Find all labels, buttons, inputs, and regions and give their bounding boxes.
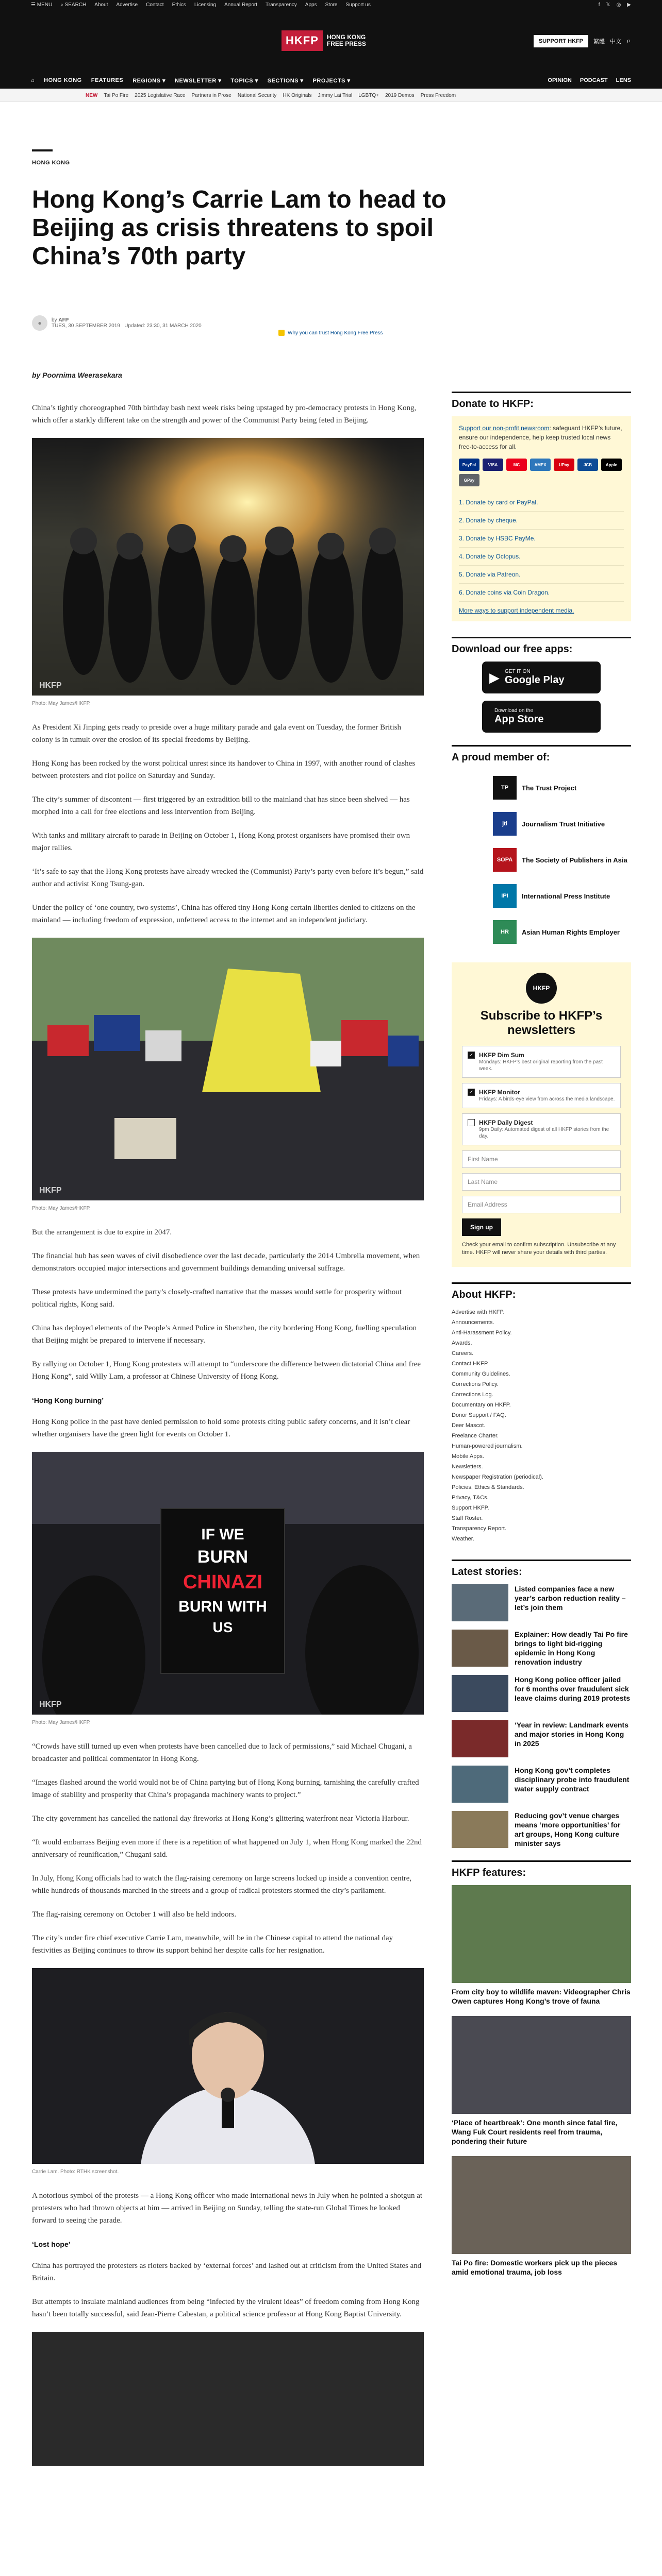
story-title: Explainer: How deadly Tai Po fire brings to light bid-rigging epidemic in Hong Kong renovation industry [515,1630,628,1666]
human-rights-icon: HR [493,920,517,944]
logo-mark: HKFP [282,30,323,51]
photo-watermark: HKFP [39,1700,62,1709]
story-title: Hong Kong gov’t completes disciplinary probe into fraudulent water supply contract [515,1766,630,1793]
story-thumbnail [452,1630,508,1667]
member-logo[interactable] [452,842,631,878]
sign-text: US [212,1619,233,1635]
feature-stories [452,1885,631,2277]
util-link-7[interactable]: Apps [305,2,317,8]
member-name: The Trust Project [522,784,577,792]
photo-caption: Carrie Lam. Photo: RTHK screenshot. [32,2169,119,2175]
apple-small: Download on the [494,708,534,714]
util-link-2[interactable]: Contact [146,2,164,8]
about-link[interactable]: Deer Mascot. [452,1422,486,1429]
carrie-lam-photo [32,1968,424,2164]
trending-item-1[interactable]: 2025 Legislative Race [135,92,186,98]
facebook-icon[interactable]: f [598,2,600,8]
about-title: About HKFP: [452,1282,631,1301]
list-item[interactable] [452,1766,631,1803]
paypal-icon[interactable]: PayPal [459,459,479,471]
paragraph: Hong Kong has been rocked by the worst political unrest since its handover to China in 1997, with another round of clashes between protesters and riot police on Saturday and Sunday. [32,759,416,780]
chevron-down-icon: ▾ [347,77,351,84]
about-link[interactable]: Advertise with HKFP. [452,1309,505,1315]
nav-item-2-label: REGIONS [133,77,161,84]
list-item[interactable] [452,2156,631,2277]
checkbox-checked[interactable]: ✓ [468,1052,475,1059]
paragraph: China’s tightly choreographed 70th birthday bash next week risks being upstaged by pro-democracy protests in Hong Kong, which offer a starkly different take on the strength and power of the Communist Party being feted in Beijing. [32,404,417,425]
header-actions [534,35,631,47]
amex-icon[interactable]: AMEX [530,459,551,471]
about-link[interactable]: Community Guidelines. [452,1371,510,1377]
social-icons [599,0,631,9]
feature-title: ‘Place of heartbreak’: One month since fatal fire, Wang Fuk Court residents reel from trauma, pondering their future [452,2119,618,2145]
story-thumbnail [452,1811,508,1848]
donate-method[interactable]: 3. Donate by HSBC PayMe. [459,530,624,548]
about-link[interactable]: Transparency Report. [452,1526,506,1532]
trending-item-6[interactable]: LGBTQ+ [358,92,379,98]
headline-rule [32,149,53,151]
nl2-title: HKFP Monitor [479,1089,520,1096]
member-name: The Society of Publishers in Asia [522,856,627,864]
youtube-icon[interactable]: ▶ [627,2,631,8]
photo-caption: Photo: May James/HKFP. [32,1720,91,1725]
story-title: Reducing gov’t venue charges means ‘more opportunities’ for art groups, Hong Kong culture minister says [515,1811,621,1848]
sign-text: BURN [197,1547,249,1567]
member-logo[interactable] [452,770,631,806]
search-button[interactable]: ⌕ SEARCH [60,2,87,8]
paragraph: China has deployed elements of the People’s Armed Police in Shenzhen, the city bordering Hong Kong, fuelling speculation that Beijing might be prepared to intervene if necessary. [32,1324,417,1345]
flags-march-illustration [32,938,424,1200]
newsletter-option-dim-sum[interactable] [462,1046,621,1078]
page-title: Hong Kong’s Carrie Lam to head to Beijing as crisis threatens to spoil China’s 70th party [32,186,446,270]
googlepay-icon[interactable]: GPay [459,474,479,486]
nav-item-1[interactable]: FEATURES [91,77,124,83]
play-icon: ▶ [489,669,500,685]
member-logo[interactable] [452,806,631,842]
latest-title: Latest stories: [452,1560,631,1578]
trust-badge[interactable] [278,330,383,336]
menu-label: MENU [37,2,53,8]
nav-right-1[interactable]: PODCAST [580,77,608,83]
chevron-down-icon: ▾ [218,77,222,84]
logo-line2: FREE PRESS [326,40,366,47]
trending-item-7[interactable]: 2019 Demos [385,92,415,98]
about-link[interactable]: Policies, Ethics & Standards. [452,1484,524,1490]
newsletter-box [452,962,631,1267]
paragraph: The flag-raising ceremony on October 1 will also be held indoors. [32,1910,237,1919]
about-link[interactable]: Freelance Charter. [452,1433,499,1439]
paragraph: But attempts to insulate mainland audiences from being “infected by the virulent ideas” of freedom coming from Hong Kong hasn’t been totally successful, said Jean-Pierre Cabestan, a political science professor at Hong Kong Baptist University. [32,2298,420,2318]
nav-item-0[interactable]: HONG KONG [44,77,82,83]
section-heading: ‘Lost hope’ [32,2240,71,2248]
logo-text [323,34,366,47]
features-title: HKFP features: [452,1860,631,1879]
paragraph: By rallying on October 1, Hong Kong protesters will attempt to “underscore the difference between dictatorial China and free Hong Kong”, said Willy Lam, a professor at Chinese University of Hong Kong. [32,1360,421,1381]
story-title: Listed companies face a new year’s carbon reduction reality – let’s join them [515,1585,626,1612]
about-link[interactable]: Awards. [452,1340,472,1346]
about-link[interactable]: Newsletters. [452,1464,483,1470]
nav-item-5[interactable] [268,77,304,84]
util-link-4[interactable]: Licensing [194,2,217,8]
apps-title: Download our free apps: [452,637,631,655]
paragraph: Under the policy of ‘one country, two systems’, China has offered tiny Hong Kong certain liberties denied to citizens on the mainland — including freedom of expression, unfettered access to the internet and an independent judiciary. [32,904,416,924]
latest-stories [452,1584,631,1848]
paragraph: The financial hub has seen waves of civil disobedience over the last decade, particularly the 2014 Umbrella movement, when demonstrators occupied major intersections and government buildings demanding universal suffrage. [32,1252,420,1273]
about-link[interactable]: Weather. [452,1536,474,1542]
donate-box [452,416,631,621]
member-name: Asian Human Rights Employer [522,928,620,936]
paragraph: With tanks and military aircraft to parade in Beijing on October 1, Hong Kong protest organisers have promised their own major rallies. [32,832,410,852]
app-buttons [452,662,631,733]
shield-icon [278,330,285,336]
portrait-illustration [32,1968,424,2164]
jcb-icon[interactable]: JCB [577,459,598,471]
ipi-icon: IPI [493,884,517,908]
support-button[interactable]: SUPPORT HKFP [534,35,588,47]
main-nav [0,72,662,89]
donate-method[interactable]: 5. Donate via Patreon. [459,566,624,584]
about-link[interactable]: Announcements. [452,1319,494,1326]
nav-item-5-label: SECTIONS [267,77,299,84]
trending-item-5[interactable]: Jimmy Lai Trial [318,92,353,98]
nav-right-2[interactable]: LENS [616,77,631,83]
util-link-3[interactable]: Ethics [172,2,186,8]
app-store-button[interactable] [482,701,601,733]
nav-item-3[interactable] [175,77,221,84]
trending-item-3[interactable]: National Security [237,92,277,98]
trending-item-0[interactable]: Tai Po Fire [104,92,129,98]
about-link[interactable]: Newspaper Registration (periodical). [452,1474,543,1480]
protest-photo [32,438,424,696]
article-body [32,402,424,2466]
member-logo[interactable] [452,878,631,914]
about-link[interactable]: Corrections Log. [452,1392,493,1398]
byline-agency[interactable]: AFP [58,317,69,323]
trending-item-4[interactable]: HK Originals [283,92,312,98]
updated-date: Updated: 23:30, 31 MARCH 2020 [124,323,202,329]
list-item[interactable] [452,1885,631,2006]
util-link-5[interactable]: Annual Report [224,2,258,8]
about-link[interactable]: Documentary on HKFP. [452,1402,511,1408]
lang-traditional[interactable]: 繁體 [593,39,605,45]
last-name-input[interactable]: Last Name [462,1173,621,1191]
section-heading: ‘Hong Kong burning’ [32,1396,104,1404]
article-author: by Poornima Weerasekara [32,371,122,379]
gplay-large: Google Play [505,674,565,686]
trending-bar [0,89,662,102]
protest-sign-illustration [32,1452,424,1715]
story-title: Hong Kong police officer jailed for 6 months over fraudulent sick leave claims during 2019 protests [515,1675,631,1702]
trust-project-icon: TP [493,776,517,800]
paragraph: China has portrayed the protesters as rioters backed by ‘external forces’ and lashed out at criticism from the United States and Britain. [32,2262,422,2282]
util-link-9[interactable]: Support us [345,2,371,8]
newsletter-option-monitor[interactable] [462,1083,621,1108]
sign-text: IF WE [201,1526,244,1543]
newsletter-option-digest[interactable] [462,1113,621,1145]
jti-icon: jti [493,812,517,836]
paragraph: A notorious symbol of the protests — a Hong Kong officer who made international news in July when he pointed a shotgun at protesters who had thrown objects at him — arrived in Beijing on Sunday, telling the state-run Global Times he looked forward to seeing the parade. [32,2192,423,2225]
donate-method[interactable]: 1. Donate by card or PayPal. [459,494,624,512]
donate-method[interactable]: 4. Donate by Octopus. [459,548,624,566]
nav-item-6-label: PROJECTS [312,77,345,84]
feature-image [452,2156,631,2254]
nl1-title: HKFP Dim Sum [479,1052,524,1059]
nav-item-4[interactable] [230,77,258,84]
paragraph: The city government has cancelled the national day fireworks at Hong Kong’s glittering waterfront near Victoria Harbour. [32,1815,409,1823]
visa-icon[interactable]: VISA [483,459,503,471]
feature-image [452,1885,631,1983]
paragraph: “Crowds have still turned up even when protests have been cancelled due to lack of permissions,” said Michael Chugani, a broadcaster and political commentator in Hong Kong. [32,1742,412,1763]
author-avatar: ● [32,315,47,331]
applepay-icon[interactable]: Apple [601,459,622,471]
nav-item-2[interactable] [133,77,166,84]
newsletter-title: Subscribe to HKFP’s newsletters [480,1009,603,1037]
photo-watermark: HKFP [39,1186,62,1195]
donate-methods [459,494,624,602]
newsletter-logo: HKFP [526,973,557,1004]
about-link[interactable]: Anti-Harassment Policy. [452,1330,512,1336]
util-link-8[interactable]: Store [325,2,338,8]
search-label: SEARCH [64,2,87,8]
list-item[interactable] [452,1720,631,1757]
about-link[interactable]: Mobile Apps. [452,1453,484,1460]
sidebar [452,392,631,2287]
about-link[interactable]: Contact HKFP. [452,1361,489,1367]
search-icon[interactable]: ⌕ [626,37,631,45]
flags-march-photo [32,938,424,1200]
story-thumbnail [452,1584,508,1621]
donate-method[interactable]: 6. Donate coins via Coin Dragon. [459,584,624,602]
trending-item-2[interactable]: Partners in Prose [191,92,231,98]
chevron-down-icon: ▾ [255,77,258,84]
instagram-icon[interactable]: ◎ [616,2,621,8]
feature-image [452,2016,631,2114]
donate-more-link[interactable]: More ways to support independent media. [459,607,574,614]
donate-link[interactable]: Support our non-profit newsroom [459,425,550,432]
unionpay-icon[interactable]: UPay [554,459,574,471]
sign-text: BURN WITH [178,1598,267,1615]
donate-title: Donate to HKFP: [452,392,631,410]
logo-line1: HONG KONG [326,33,366,41]
by-prefix: by [52,317,57,323]
sign-photo [32,1452,424,1715]
photo-watermark: HKFP [39,681,62,690]
about-link[interactable]: Human-powered journalism. [452,1443,523,1449]
member-name: Journalism Trust Initiative [522,820,605,828]
photo-caption: Photo: May James/HKFP. [32,701,91,706]
payment-cards [459,459,624,486]
member-logos [452,770,631,950]
nl3-title: HKFP Daily Digest [479,1119,533,1126]
lang-chinese[interactable]: 中文 [610,39,622,45]
trending-item-8[interactable]: Press Freedom [420,92,456,98]
sopa-icon: SOPA [493,848,517,872]
list-item[interactable] [452,1630,631,1667]
paragraph: But the arrangement is due to expire in 2047. [32,1228,172,1236]
signup-button[interactable]: Sign up [462,1218,501,1236]
nav-item-6[interactable] [313,77,351,84]
nl2-desc: Fridays: A birds-eye view from across the media landscape. [479,1096,615,1102]
photo-caption: Photo: May James/HKFP. [32,1206,91,1211]
paragraph: These protests have undermined the party’s closely-crafted narrative that the masses would settle for prosperity without political rights, Kong said. [32,1288,402,1309]
feature-title: Tai Po fire: Domestic workers pick up the pieces amid emotional trauma, job loss [452,2259,618,2276]
paragraph: As President Xi Jinping gets ready to preside over a huge military parade and gala event on Tuesday, the former British colony is in tumult over the erosion of its special freedoms by Beijing. [32,723,401,744]
checkbox-checked[interactable]: ✓ [468,1089,475,1096]
apple-large: App Store [494,714,544,725]
mastercard-icon[interactable]: MC [506,459,527,471]
member-title: A proud member of: [452,745,631,764]
nav-home-icon[interactable]: ⌂ [31,77,35,83]
about-links [452,1307,631,1544]
nav-item-3-label: NEWSLETTER [175,77,217,84]
paragraph: In July, Hong Kong officials had to watch the flag-raising ceremony on large screens locked up inside a convention centre, while hundreds of thousands marched in the streets and a group of radical protesters stormed the city’s parliament. [32,1874,412,1895]
chevron-down-icon: ▾ [162,77,166,84]
checkbox-unchecked[interactable] [468,1119,475,1126]
trust-text: Why you can trust Hong Kong Free Press [288,330,383,336]
x-icon[interactable]: 𝕏 [606,2,610,8]
utility-bar [0,0,662,9]
paragraph: “Images flashed around the world would not be of China partying but of Hong Kong burning, tarnishing the carefully crafted image of stability and prosperity that China’s propaganda machinery wants to project.” [32,1778,419,1799]
about-link[interactable]: Donor Support / FAQ. [452,1412,506,1418]
list-item[interactable] [452,1811,631,1848]
member-logo[interactable] [452,914,631,950]
newsletter-note: Check your email to confirm subscription. Unsubscribe at any time. HKFP will never share your details with third parties. [462,1242,616,1256]
nav-item-4-label: TOPICS [230,77,254,84]
story-thumbnail [452,1766,508,1803]
util-link-1[interactable]: Advertise [116,2,138,8]
paragraph: The city’s summer of discontent — first triggered by an extradition bill to the mainland that has since been shelved — has morphed into a call for free elections and less intervention from Beijing. [32,795,410,816]
byline [32,315,202,331]
paragraph: The city’s under fire chief executive Carrie Lam, meanwhile, will be in the Chinese capital to attend the national day festivities as Beijing continues to throw its support behind her despite calls for her resignation. [32,1934,393,1955]
donate-text [459,423,624,451]
closing-photo [32,2332,424,2466]
feature-title: From city boy to wildlife maven: Videographer Chris Owen captures Hong Kong’s trove of fauna [452,1988,631,2005]
about-link[interactable]: Corrections Policy. [452,1381,499,1387]
first-name-input[interactable]: First Name [462,1150,621,1168]
member-name: International Press Institute [522,892,610,900]
about-link[interactable]: Support HKFP. [452,1505,489,1511]
paragraph: ‘It’s safe to say that the Hong Kong protests have already wrecked the (Communist) Party’s party even before it’s begun,” said author and activist Kong Tsung-gan. [32,868,424,888]
google-play-button[interactable] [482,662,601,693]
story-title: ‘Year in review: Landmark events and major stories in Hong Kong in 2025 [515,1721,628,1748]
about-link[interactable]: Careers. [452,1350,474,1357]
sign-text: CHINAZI [183,1571,263,1593]
nav-right-0[interactable]: OPINION [548,77,572,83]
paragraph: Hong Kong police in the past have denied permission to hold some protests citing public safety concerns, and it isn’t clear whether organisers have the green light for events on October 1. [32,1418,410,1438]
about-link[interactable]: Privacy, T&Cs. [452,1495,489,1501]
menu-button[interactable]: ☰ MENU [31,2,53,8]
riot-police-illustration [32,438,424,696]
donate-desc: : safeguard HKFP’s future, ensure our independence, help keep trusted local news free-to-access for all. [459,425,622,450]
about-link[interactable]: Staff Roster. [452,1515,483,1521]
story-thumbnail [452,1675,508,1712]
util-link-6[interactable]: Transparency [266,2,297,8]
trending-new-label: NEW [86,92,98,98]
list-item[interactable] [452,2016,631,2146]
list-item[interactable] [452,1675,631,1712]
chevron-down-icon: ▾ [300,77,304,84]
article-category[interactable]: HONG KONG [32,160,70,166]
paragraph: “It would embarrass Beijing even more if there is a repetition of what happened on July 1, when Hong Kong marked the 22nd anniversary of reunification,” Chugani said. [32,1838,422,1859]
util-link-0[interactable]: About [94,2,108,8]
nl3-desc: 9pm Daily: Automated digest of all HKFP stories from the day. [479,1127,609,1139]
publish-date: TUES, 30 SEPTEMBER 2019 [52,323,120,329]
site-logo[interactable] [282,30,383,51]
site-header [0,9,662,72]
gplay-small: GET IT ON [505,669,531,674]
donate-method[interactable]: 2. Donate by cheque. [459,512,624,530]
nl1-desc: Mondays: HKFP’s best original reporting from the past week. [479,1059,603,1072]
list-item[interactable] [452,1584,631,1621]
story-thumbnail [452,1720,508,1757]
email-field[interactable]: Email Address [462,1196,621,1213]
